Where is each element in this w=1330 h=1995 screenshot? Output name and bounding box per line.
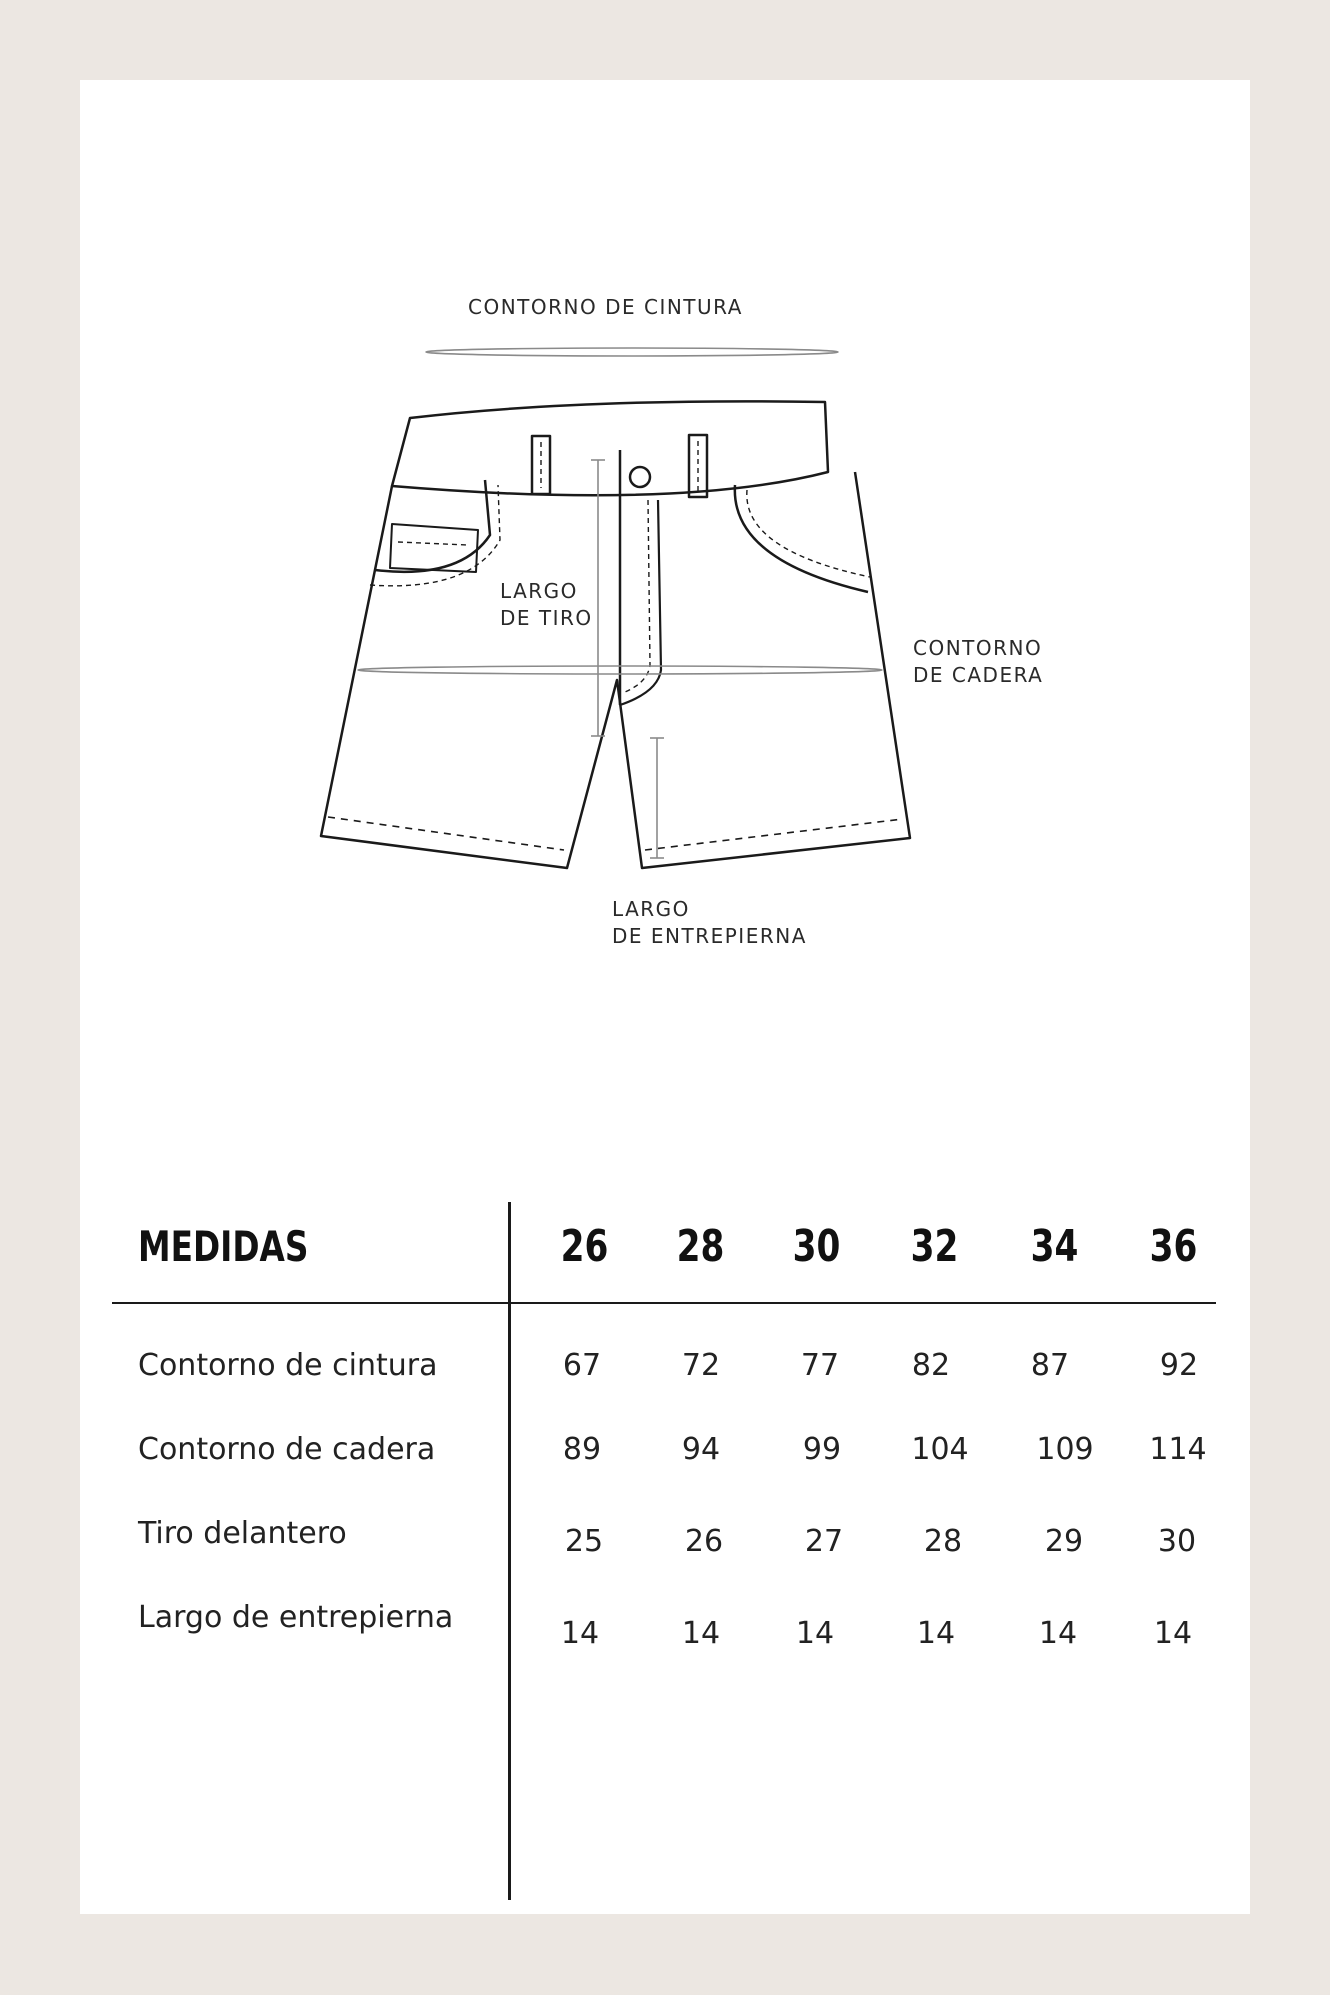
table-cell: 72 xyxy=(681,1348,721,1383)
table-cell: 26 xyxy=(684,1524,724,1559)
row-label-inseam: Largo de entrepierna xyxy=(138,1600,454,1635)
size-chart-card xyxy=(80,80,1250,1914)
size-header-34: 34 xyxy=(1030,1221,1079,1272)
table-cell: 30 xyxy=(1157,1524,1197,1559)
table-cell: 82 xyxy=(911,1348,951,1383)
inseam-label-line-1: LARGO xyxy=(612,897,690,921)
size-header-28: 28 xyxy=(676,1221,725,1272)
size-header-32: 32 xyxy=(910,1221,959,1272)
table-cell: 87 xyxy=(1030,1348,1070,1383)
table-cell: 114 xyxy=(1149,1432,1207,1467)
table-cell: 92 xyxy=(1159,1348,1199,1383)
hip-label xyxy=(913,635,1043,689)
row-label-rise: Tiro delantero xyxy=(138,1516,347,1551)
table-cell: 67 xyxy=(562,1348,602,1383)
table-cell: 89 xyxy=(562,1432,602,1467)
table-cell: 104 xyxy=(911,1432,969,1467)
inseam-label xyxy=(612,896,807,950)
table-cell: 27 xyxy=(804,1524,844,1559)
row-label-hip: Contorno de cadera xyxy=(138,1432,436,1467)
inseam-label-line-2: DE ENTREPIERNA xyxy=(612,924,807,948)
table-cell: 14 xyxy=(681,1616,721,1651)
row-label-waist: Contorno de cintura xyxy=(138,1348,438,1383)
table-cell: 94 xyxy=(681,1432,721,1467)
size-header-30: 30 xyxy=(792,1221,841,1272)
table-cell: 14 xyxy=(1038,1616,1078,1651)
table-cell: 29 xyxy=(1044,1524,1084,1559)
table-cell: 14 xyxy=(560,1616,600,1651)
table-cell: 14 xyxy=(916,1616,956,1651)
table-cell: 14 xyxy=(795,1616,835,1651)
table-cell: 28 xyxy=(923,1524,963,1559)
shorts-outline-icon xyxy=(80,80,1250,980)
rise-label-line-2: DE TIRO xyxy=(500,606,593,630)
hip-label-line-2: DE CADERA xyxy=(913,663,1044,687)
rise-label xyxy=(500,578,593,632)
table-header-divider xyxy=(112,1302,1216,1304)
table-vertical-divider xyxy=(508,1202,511,1900)
size-header-36: 36 xyxy=(1149,1221,1198,1272)
table-cell: 99 xyxy=(802,1432,842,1467)
table-cell: 77 xyxy=(800,1348,840,1383)
waist-label: CONTORNO DE CINTURA xyxy=(468,295,743,319)
hip-label-line-1: CONTORNO xyxy=(913,636,1043,660)
table-header-title: MEDIDAS xyxy=(138,1222,309,1271)
table-cell: 25 xyxy=(564,1524,604,1559)
table-cell: 109 xyxy=(1036,1432,1094,1467)
rise-label-line-1: LARGO xyxy=(500,579,578,603)
table-cell: 14 xyxy=(1153,1616,1193,1651)
size-header-26: 26 xyxy=(560,1221,609,1272)
